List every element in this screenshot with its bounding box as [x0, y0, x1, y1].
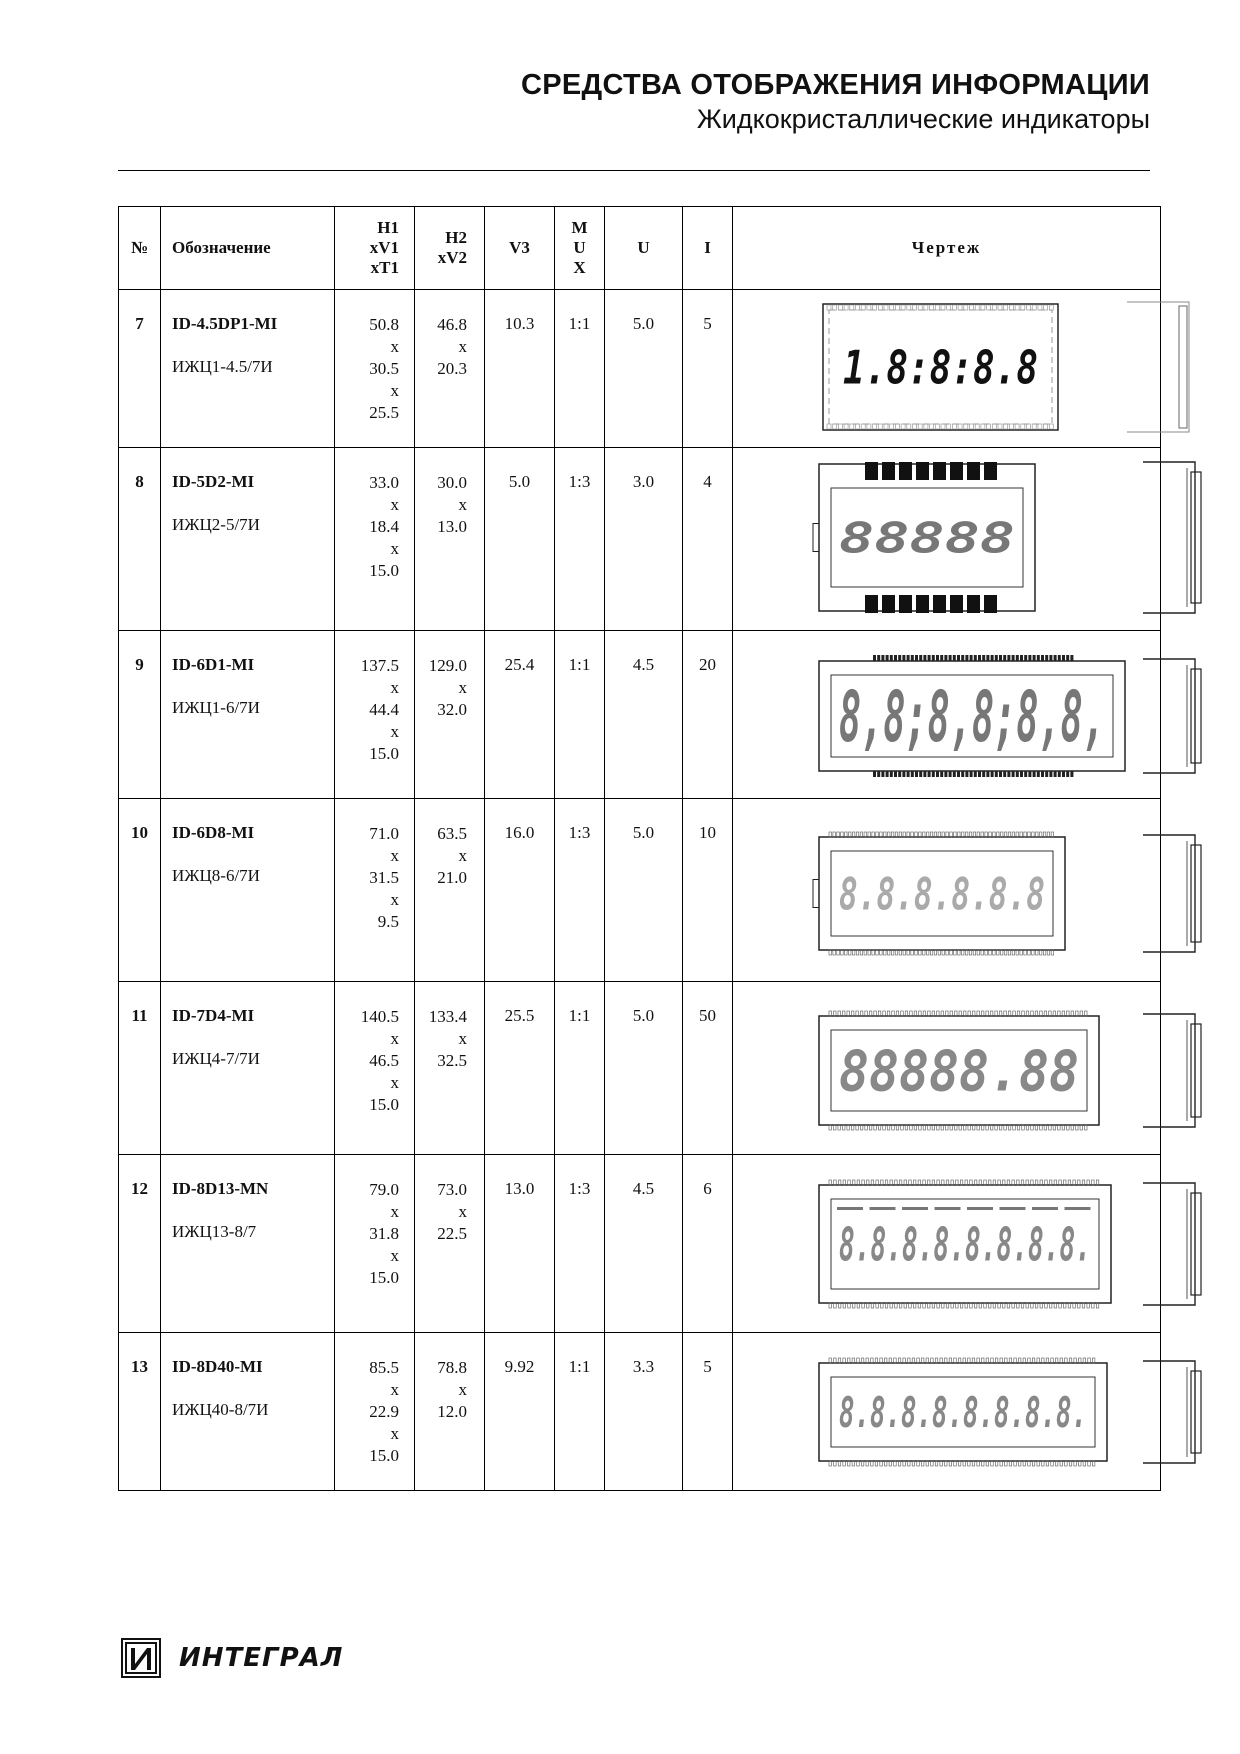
pin: [1007, 655, 1010, 661]
h2-value: 133.4: [428, 1007, 467, 1026]
pin: [919, 655, 922, 661]
pin: [898, 655, 901, 661]
row-number: 13: [131, 1357, 148, 1376]
lcd-digits: 8.8.8.8.8.8.8.8.: [839, 1388, 1087, 1438]
indicator-name-ru: ИЖЦ13-8/7: [172, 1222, 257, 1241]
pin: [936, 771, 939, 777]
col-no-header: №: [119, 207, 161, 290]
h2-dimensions: [415, 448, 484, 538]
h2-value: x: [458, 1380, 467, 1399]
pin: [986, 655, 989, 661]
pin: [1058, 771, 1061, 777]
pin: [923, 771, 926, 777]
side-view-frame: [1191, 845, 1201, 942]
lcd-digits: 88888.88: [839, 1039, 1079, 1105]
h2-value: x: [458, 337, 467, 356]
h1-dimensions: [335, 631, 414, 765]
lcd-digits: 88888: [839, 513, 1015, 563]
h2-value: 32.5: [437, 1051, 467, 1070]
pin: [986, 771, 989, 777]
h1-value: x: [390, 678, 399, 697]
pin: [890, 771, 893, 777]
pin: [982, 655, 985, 661]
h2-value: x: [458, 678, 467, 697]
pin: [886, 771, 889, 777]
row-number: 10: [131, 823, 148, 842]
side-view-frame: [1191, 1024, 1201, 1117]
drawing-cell: [733, 982, 1161, 1155]
pin: [1066, 771, 1069, 777]
h2-value: x: [458, 1029, 467, 1048]
lcd-drawing: [733, 448, 1213, 629]
pin: [902, 655, 905, 661]
header-divider: [118, 170, 1150, 171]
table-row: [119, 631, 1161, 799]
bar-segment: [870, 1207, 896, 1210]
pin: [1033, 655, 1036, 661]
pin: [928, 655, 931, 661]
h1-value: 9.5: [377, 912, 399, 931]
table-row: [119, 290, 1161, 448]
pin: [1016, 771, 1019, 777]
table-row: [119, 982, 1161, 1155]
indicator-code: ID-7D4-MI: [172, 1006, 255, 1025]
i-value: 50: [699, 1006, 716, 1025]
row-number: 9: [135, 655, 144, 674]
pin: [1054, 655, 1057, 661]
indicator-name-ru: ИЖЦ2-5/7И: [172, 515, 260, 534]
h2-value: x: [458, 846, 467, 865]
v3-value: 5.0: [508, 472, 531, 491]
mux-value: 1:3: [568, 823, 591, 842]
pin: [970, 655, 973, 661]
table-header-row: [119, 207, 1161, 290]
pin: [949, 655, 952, 661]
drawing-cell: [733, 290, 1161, 448]
pin: [1028, 771, 1031, 777]
bar-segment: [967, 1207, 993, 1210]
pin: [940, 655, 943, 661]
page-header: [521, 68, 1150, 136]
side-view: [1127, 302, 1189, 432]
lcd-digits: 8,8;8,8;8,8,: [839, 676, 1105, 759]
pin: [953, 771, 956, 777]
h2-value: 46.8: [437, 315, 467, 334]
indicator-code: ID-8D13-MN: [172, 1179, 269, 1198]
pin: [970, 771, 973, 777]
pin: [865, 462, 878, 480]
h2-value: 20.3: [437, 359, 467, 378]
indicator-code: ID-4.5DP1-MI: [172, 314, 278, 333]
mux-value: 1:1: [568, 1006, 591, 1025]
h2-value: 21.0: [437, 868, 467, 887]
h2-value: 32.0: [437, 700, 467, 719]
pin: [957, 771, 960, 777]
h2-value: 12.0: [437, 1402, 467, 1421]
drawing-cell: [733, 631, 1161, 799]
pin: [877, 655, 880, 661]
pin: [991, 655, 994, 661]
i-value: 6: [703, 1179, 712, 1198]
u-value: 4.5: [632, 655, 655, 674]
lcd-drawing: [733, 982, 1213, 1153]
lcd-digits: 8.8.8.8.8.8.8.8.: [839, 1217, 1091, 1272]
lcd-digits: 8.8.8.8.8.8: [839, 869, 1045, 921]
h1-value: 31.8: [369, 1224, 399, 1243]
pin: [932, 771, 935, 777]
h1-value: 15.0: [369, 1095, 399, 1114]
h1-dimensions: [335, 448, 414, 582]
h1-value: 79.0: [369, 1180, 399, 1199]
h2-value: x: [458, 495, 467, 514]
pin: [978, 771, 981, 777]
lcd-drawing: [733, 799, 1213, 980]
indicator-name-ru: ИЖЦ1-4.5/7И: [172, 357, 273, 376]
pin: [1007, 771, 1010, 777]
pin: [949, 771, 952, 777]
pin: [1070, 771, 1073, 777]
pin: [995, 771, 998, 777]
pin: [974, 655, 977, 661]
pin: [1049, 655, 1052, 661]
pin: [961, 655, 964, 661]
h1-value: x: [390, 890, 399, 909]
drawing-cell: [733, 799, 1161, 982]
pin: [984, 595, 997, 613]
h2-value: 63.5: [437, 824, 467, 843]
h1-value: x: [390, 1246, 399, 1265]
h1-value: 18.4: [369, 517, 399, 536]
pin: [1037, 655, 1040, 661]
pin: [916, 595, 929, 613]
v3-value: 16.0: [504, 823, 535, 842]
bar-segment: [935, 1207, 961, 1210]
lcd-drawing: [733, 1333, 1213, 1489]
pin: [882, 462, 895, 480]
h1-value: 15.0: [369, 744, 399, 763]
h2-value: 129.0: [428, 656, 467, 675]
indicator-code: ID-5D2-MI: [172, 472, 255, 491]
pin: [967, 595, 980, 613]
pin: [1020, 771, 1023, 777]
u-value: 5.0: [632, 823, 655, 842]
bar-segment: [1065, 1207, 1091, 1210]
indicator-name-ru: ИЖЦ1-6/7И: [172, 698, 260, 717]
u-value: 3.0: [632, 472, 655, 491]
pin: [1058, 655, 1061, 661]
pin: [967, 462, 980, 480]
h1-value: 71.0: [369, 824, 399, 843]
pin: [961, 771, 964, 777]
side-view-frame: [1191, 472, 1201, 603]
u-value: 4.5: [632, 1179, 655, 1198]
h1-value: x: [390, 1073, 399, 1092]
lcd-indicators-table: [118, 206, 1161, 1491]
h2-dimensions: [415, 631, 484, 721]
h1-dimensions: [335, 982, 414, 1116]
pin: [1045, 655, 1048, 661]
pin: [984, 462, 997, 480]
h2-dimensions: [415, 1155, 484, 1245]
u-value: 5.0: [632, 1006, 655, 1025]
h2-dimensions: [415, 982, 484, 1072]
pin: [950, 595, 963, 613]
bar-segment: [1032, 1207, 1058, 1210]
side-tab: [813, 524, 819, 552]
h1-value: x: [390, 381, 399, 400]
pin: [894, 655, 897, 661]
u-value: 3.3: [632, 1357, 655, 1376]
indicator-name-ru: ИЖЦ8-6/7И: [172, 866, 260, 885]
pin: [957, 655, 960, 661]
pin: [928, 771, 931, 777]
integral-logo-icon: [121, 1638, 161, 1678]
col-h1-header: H1 xV1 xT1: [335, 207, 415, 290]
h1-value: x: [390, 495, 399, 514]
side-view-frame: [1191, 669, 1201, 763]
pin: [890, 655, 893, 661]
pin: [923, 655, 926, 661]
table-row: [119, 1155, 1161, 1333]
h1-value: 25.5: [369, 403, 399, 422]
table-row: [119, 1333, 1161, 1491]
pin: [1070, 655, 1073, 661]
h1-value: 31.5: [369, 868, 399, 887]
col-i-header: I: [683, 207, 733, 290]
v3-value: 25.5: [504, 1006, 535, 1025]
h1-value: 140.5: [360, 1007, 399, 1026]
h1-value: x: [390, 1424, 399, 1443]
drawing-cell: [733, 448, 1161, 631]
i-value: 20: [699, 655, 716, 674]
pin: [932, 655, 935, 661]
side-view-frame: [1191, 1193, 1201, 1295]
h2-value: 22.5: [437, 1224, 467, 1243]
col-u-header: U: [605, 207, 683, 290]
pin: [1020, 655, 1023, 661]
pin: [991, 771, 994, 777]
pin: [965, 655, 968, 661]
pin: [936, 655, 939, 661]
bar-segment: [837, 1207, 863, 1210]
row-number: 11: [131, 1006, 148, 1025]
h1-value: x: [390, 539, 399, 558]
pin: [982, 771, 985, 777]
pin: [1045, 771, 1048, 777]
v3-value: 13.0: [504, 1179, 535, 1198]
pin: [894, 771, 897, 777]
pin: [915, 655, 918, 661]
i-value: 4: [703, 472, 712, 491]
h1-value: 15.0: [369, 561, 399, 580]
pin: [974, 771, 977, 777]
pin: [902, 771, 905, 777]
pin: [907, 771, 910, 777]
pin: [882, 595, 895, 613]
mux-value: 1:1: [568, 655, 591, 674]
pin: [1016, 655, 1019, 661]
h2-dimensions: [415, 290, 484, 380]
pin: [877, 771, 880, 777]
bar-segment: [902, 1207, 928, 1210]
h2-value: x: [458, 1202, 467, 1221]
i-value: 5: [703, 1357, 712, 1376]
pin: [1062, 771, 1065, 777]
pin: [999, 771, 1002, 777]
pin: [1066, 655, 1069, 661]
pin: [953, 655, 956, 661]
lcd-drawing: [733, 631, 1213, 797]
pin: [1024, 771, 1027, 777]
h1-value: x: [390, 337, 399, 356]
pin: [950, 462, 963, 480]
pin: [907, 655, 910, 661]
pin: [1054, 771, 1057, 777]
page-subtitle: Жидкокристаллические индикаторы: [696, 104, 1150, 134]
col-name-header: Обозначение: [161, 207, 335, 290]
v3-value: 25.4: [504, 655, 535, 674]
mux-value: 1:1: [568, 314, 591, 333]
table-row: [119, 799, 1161, 982]
company-logo: [121, 1638, 343, 1678]
h2-value: 73.0: [437, 1180, 467, 1199]
pin: [916, 462, 929, 480]
pin: [899, 595, 912, 613]
drawing-cell: [733, 1333, 1161, 1491]
pin: [1024, 655, 1027, 661]
pin: [873, 771, 876, 777]
h2-value: 78.8: [437, 1358, 467, 1377]
h1-value: 15.0: [369, 1446, 399, 1465]
pin: [999, 655, 1002, 661]
row-number: 12: [131, 1179, 148, 1198]
indicator-code: ID-6D8-MI: [172, 823, 255, 842]
pin: [1003, 771, 1006, 777]
h1-dimensions: [335, 799, 414, 933]
pin: [919, 771, 922, 777]
lcd-drawing: [733, 1155, 1213, 1331]
h1-value: x: [390, 846, 399, 865]
i-value: 10: [699, 823, 716, 842]
mux-value: 1:3: [568, 1179, 591, 1198]
mux-value: 1:3: [568, 472, 591, 491]
u-value: 5.0: [632, 314, 655, 333]
pin: [933, 462, 946, 480]
pin: [1049, 771, 1052, 777]
side-view-frame: [1179, 306, 1187, 428]
h1-value: 33.0: [369, 473, 399, 492]
h1-value: x: [390, 1380, 399, 1399]
indicator-code: ID-6D1-MI: [172, 655, 255, 674]
table-row: [119, 448, 1161, 631]
pin: [1037, 771, 1040, 777]
pin: [1012, 655, 1015, 661]
col-v3-header: V3: [485, 207, 555, 290]
mux-value: 1:1: [568, 1357, 591, 1376]
pin: [1041, 771, 1044, 777]
h1-dimensions: [335, 290, 414, 424]
pin: [995, 655, 998, 661]
pin: [1041, 655, 1044, 661]
h1-value: 46.5: [369, 1051, 399, 1070]
col-drawing-header: Чертеж: [733, 207, 1161, 290]
pin: [1012, 771, 1015, 777]
pin: [865, 595, 878, 613]
h2-dimensions: [415, 1333, 484, 1423]
row-number: 8: [135, 472, 144, 491]
pin: [911, 655, 914, 661]
h1-value: 22.9: [369, 1402, 399, 1421]
pin: [898, 771, 901, 777]
h1-value: x: [390, 1029, 399, 1048]
v3-value: 10.3: [504, 314, 535, 333]
h1-dimensions: [335, 1155, 414, 1289]
h1-value: x: [390, 1202, 399, 1221]
pin: [899, 462, 912, 480]
pin: [933, 595, 946, 613]
side-view-frame: [1191, 1371, 1201, 1453]
pin: [881, 655, 884, 661]
pin: [978, 655, 981, 661]
h1-value: 30.5: [369, 359, 399, 378]
i-value: 5: [703, 314, 712, 333]
h1-dimensions: [335, 1333, 414, 1467]
pin: [881, 771, 884, 777]
pin: [940, 771, 943, 777]
pin: [1062, 655, 1065, 661]
indicator-name-ru: ИЖЦ40-8/7И: [172, 1400, 269, 1419]
drawing-cell: [733, 1155, 1161, 1333]
pin: [886, 655, 889, 661]
row-number: 7: [135, 314, 144, 333]
h1-value: 85.5: [369, 1358, 399, 1377]
side-tab: [813, 880, 819, 908]
company-name: ИНТЕГРАЛ: [179, 1643, 344, 1673]
pin: [1028, 655, 1031, 661]
pin: [873, 655, 876, 661]
h1-value: 50.8: [369, 315, 399, 334]
pin: [965, 771, 968, 777]
lcd-drawing: [733, 290, 1213, 446]
h1-value: 15.0: [369, 1268, 399, 1287]
pin: [944, 655, 947, 661]
bar-segment: [1000, 1207, 1026, 1210]
col-h2-header: H2 xV2: [415, 207, 485, 290]
indicator-code: ID-8D40-MI: [172, 1357, 263, 1376]
v3-value: 9.92: [504, 1357, 535, 1376]
h1-value: 44.4: [369, 700, 399, 719]
h2-value: 30.0: [437, 473, 467, 492]
page-title: СРЕДСТВА ОТОБРАЖЕНИЯ ИНФОРМАЦИИ: [521, 69, 1150, 101]
pin: [944, 771, 947, 777]
pin: [911, 771, 914, 777]
h1-value: x: [390, 722, 399, 741]
h2-dimensions: [415, 799, 484, 889]
pin: [1033, 771, 1036, 777]
h1-value: 137.5: [360, 656, 399, 675]
pin: [1003, 655, 1006, 661]
h2-value: 13.0: [437, 517, 467, 536]
pin: [915, 771, 918, 777]
col-mux-header: M U X: [555, 207, 605, 290]
indicator-name-ru: ИЖЦ4-7/7И: [172, 1049, 260, 1068]
lcd-digits: 1.8:8:8.8: [843, 340, 1038, 395]
